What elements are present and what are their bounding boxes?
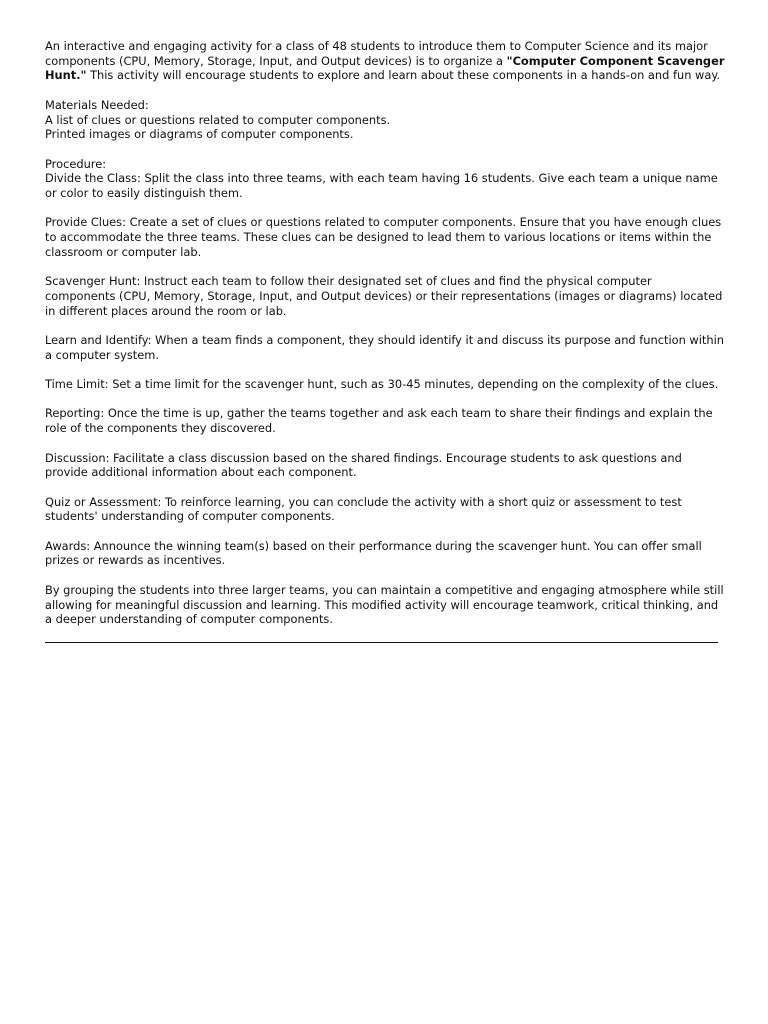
activity-title: "Computer Component Scavenger Hunt.": [45, 53, 725, 83]
materials-item: A list of clues or questions related to computer components.: [45, 112, 391, 127]
procedure-step-text: Divide the Class: Split the class into three teams, with each team having 16 students. Give each team a unique name or color to easily distinguish them.: [45, 171, 718, 200]
horizontal-rule: [45, 642, 718, 643]
procedure-step: Time Limit: Set a time limit for the scavenger hunt, such as 30-45 minutes, depending on the complexity of the clues.: [45, 377, 719, 392]
procedure-step: Provide Clues: Create a set of clues or questions related to computer components. Ensure that you have enough clues to accommodate the three teams. These clues can be designed to lead them to various locations or items within the classroom or computer lab.: [45, 215, 722, 259]
procedure-step: Quiz or Assessment: To reinforce learning, you can conclude the activity with a short quiz or assessment to test students' understanding of computer components.: [45, 494, 682, 524]
procedure-step: Awards: Announce the winning team(s) based on their performance during the scavenger hunt. You can offer small prizes or rewards as incentives.: [45, 538, 702, 568]
materials-item: Printed images or diagrams of computer components.: [45, 127, 354, 142]
procedure-step: Discussion: Facilitate a class discussion based on the shared findings. Encourage students to ask questions and provide additional information about each component.: [45, 450, 682, 480]
procedure-step: Learn and Identify: When a team finds a component, they should identify it and discuss its purpose and function within a computer system.: [45, 332, 724, 362]
document-body: [45, 39, 725, 643]
intro-paragraph: [45, 39, 725, 83]
materials-heading: Materials Needed:: [45, 97, 149, 112]
procedure-step: Reporting: Once the time is up, gather the teams together and ask each team to share their findings and explain the role of the components they discovered.: [45, 406, 713, 436]
intro-text-end: This activity will encourage students to explore and learn about these components in a hands-on and fun way.: [86, 68, 721, 83]
materials-section: [45, 98, 725, 142]
procedure-step: [45, 157, 725, 201]
conclusion-paragraph: By grouping the students into three larger teams, you can maintain a competitive and engaging atmosphere while still allowing for meaningful discussion and learning. This modified activity will encourage teamwork, critical thinking, and a deeper understanding of computer components.: [45, 582, 724, 627]
procedure-heading: Procedure:: [45, 156, 107, 171]
intro-text: An interactive and engaging activity for a class of 48 students to introduce them to Computer Science and its major components (CPU, Memory, Storage, Input, and Output devices) is to organize a: [45, 39, 708, 68]
procedure-step: Scavenger Hunt: Instruct each team to follow their designated set of clues and find the physical computer components (CPU, Memory, Storage, Input, and Output devices) or their representations (images or diagrams) located in different places around the room or lab.: [45, 274, 723, 318]
procedure-section: [45, 157, 725, 569]
